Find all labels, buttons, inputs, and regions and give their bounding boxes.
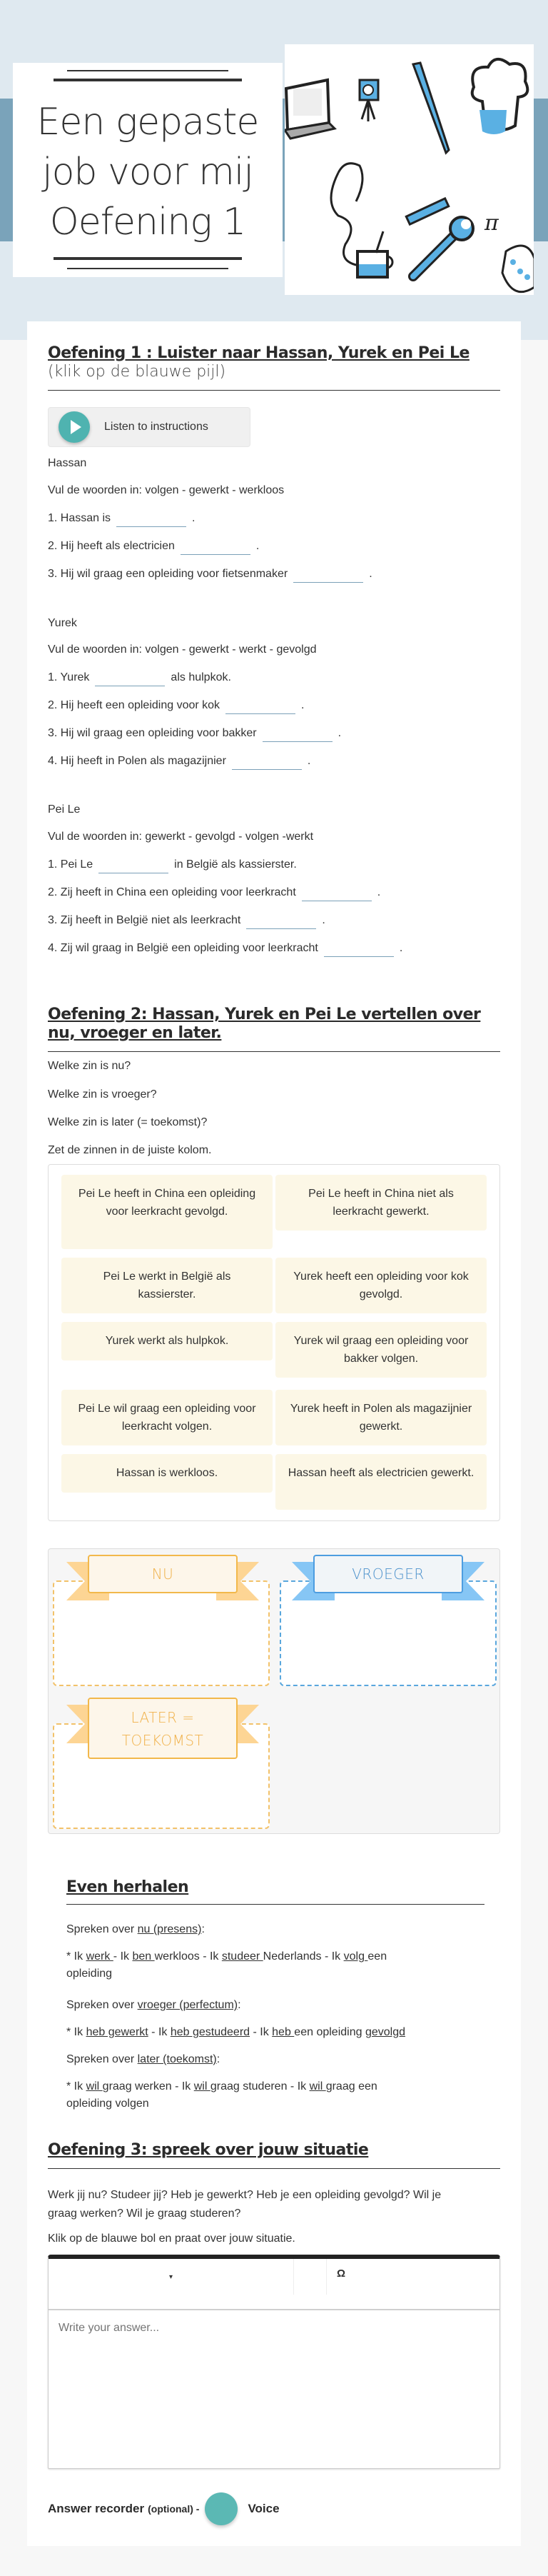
blank-input[interactable] [95,672,165,686]
drag-item[interactable]: Yurek wil graag een opleiding voor bakker volgen. [275,1322,487,1378]
sentence-text: 2. Hij heeft een opleiding voor kok [48,699,220,711]
exercise1-title [48,344,500,391]
question-line: graag werken? Wil je graag studeren? [48,2207,241,2220]
review-text: * Ik [66,2026,86,2038]
fill-sentence [48,941,402,957]
blank-input[interactable] [98,859,168,873]
drag-item[interactable]: Pei Le heeft in China een opleiding voor leerkracht gevolgd. [61,1175,273,1249]
answer-input[interactable] [49,2310,499,2467]
worksheet-card [27,321,521,2576]
review-line [66,2051,220,2068]
answer-editor [48,2255,500,2469]
review-text: * Ik [66,2080,86,2093]
sentence-end: . [307,755,311,767]
instruction: Klik op de blauwe bol en praat over jouw situatie. [48,2232,295,2245]
exercise3-title [48,2141,500,2169]
group-name: Pei Le [48,803,81,816]
review-text: : [216,2053,220,2065]
underlined-term: gevolgd [365,2026,405,2038]
review-text: graag studeren - Ik [210,2080,310,2093]
underlined-term: heb gewerkt [86,2026,148,2038]
listen-instructions-button[interactable] [48,407,250,447]
title-line: Oefening 1 [49,201,246,244]
review-text: werkloos - Ik [154,1950,222,1963]
special-char-button[interactable] [337,2267,345,2280]
drag-item[interactable]: Pei Le wil graag een opleiding voor leerkracht volgen. [61,1390,273,1445]
comb-icon [406,199,448,224]
play-icon[interactable] [59,411,90,443]
drag-item[interactable]: Yurek heeft in Polen als magazijnier gewerkt. [275,1390,487,1445]
divider [67,268,228,269]
toolbar-spacer [294,2259,327,2295]
blank-input[interactable] [181,541,250,555]
underlined-term: nu (presens) [137,1923,202,1935]
sentence-text: 1. Yurek [48,671,90,683]
sentence-text: 2. Hij heeft als electricien [48,540,175,552]
review-title [66,1878,484,1905]
fill-sentence [48,913,325,929]
fill-sentence [48,511,196,527]
laptop-icon [285,80,335,139]
exercise3-title-text: Oefening 3: spreek over jouw situatie [48,2141,369,2159]
review-text: * Ik [66,1950,86,1963]
sentence-text: 2. Zij heeft in China een opleiding voor leerkracht [48,886,296,898]
sentence-end: als hulpkok. [171,671,231,683]
fill-sentence [48,753,310,770]
exercise1-title-note: (klik op de blauwe pijl) [48,363,226,381]
drag-item[interactable]: Yurek heeft een opleiding voor kok gevolgd. [275,1258,487,1313]
pen-icon [413,63,449,153]
underlined-term: heb gestudeerd [170,2026,250,2038]
title-card [13,63,283,277]
sentence-end: in België als kassierster. [174,858,297,871]
divider [54,257,242,260]
underlined-term: later (toekomst) [137,2053,217,2065]
blank-input[interactable] [116,513,186,527]
exercise1-header [48,344,500,391]
drop-buckets [48,1548,500,1834]
review-text: graag een [325,2080,377,2093]
exercise1-title-bold: Oefening 1 : Luister naar Hassan, Yurek en Pei Le [48,344,470,362]
review-text: : [238,1999,241,2011]
sentence-text: 3. Hij wil graag een opleiding voor bakker [48,727,257,739]
sentence-text: 4. Hij heeft in Polen als magazijnier [48,755,226,767]
review-text: - Ik [113,1950,133,1963]
review-text: Nederlands - Ik [263,1950,344,1963]
blank-input[interactable] [263,728,333,742]
group-name: Yurek [48,617,77,629]
review-text: opleiding volgen [66,2098,149,2110]
group-name: Hassan [48,457,87,469]
title-line: Een gepaste [36,101,259,144]
underlined-term: ben [132,1950,155,1963]
exercise2-title [48,1006,500,1052]
review-text: : [201,1923,205,1935]
underlined-term: wil [86,2080,103,2093]
fill-sentence [48,670,231,686]
drag-items-box [48,1164,500,1521]
underlined-term: volg [343,1950,368,1963]
fill-sentence [48,885,380,901]
review-text: Spreken over [66,2053,138,2065]
review-text: Spreken over [66,1999,138,2011]
page-title [13,97,283,247]
question: Zet de zinnen in de juiste kolom. [48,1144,212,1156]
group-instruction: Vul de woorden in: gewerkt - gevolgd - volgen -werkt [48,831,314,843]
question: Welke zin is vroeger? [48,1088,157,1101]
sentence-end: . [369,568,372,580]
sentence-end: . [192,512,196,524]
format-dropdown[interactable] [49,2259,294,2295]
review-line [66,1997,241,2014]
job-tools-illustration [285,44,534,295]
review-text: opleiding [66,1968,113,1980]
blank-input[interactable] [293,568,363,583]
review-text: Spreken over [66,1923,138,1935]
answer-recorder [48,2492,280,2525]
underlined-term: wil [309,2080,326,2093]
sentence-text: 1. Hassan is [48,512,111,524]
divider [67,70,228,71]
fill-sentence [48,698,305,714]
underlined-term: wil [193,2080,210,2093]
blank-input[interactable] [246,915,316,929]
review-text: - Ik [148,2026,171,2038]
palette-icon [502,246,534,292]
chef-hat-icon [472,59,528,134]
chevron-down-icon: ▾ [168,2272,173,2281]
exercise2-header [48,1006,500,1052]
review-line [66,1948,387,1983]
bucket-label: NU [88,1555,238,1593]
pi-icon: π [484,211,499,236]
review-text: een [367,1950,387,1963]
record-button[interactable] [205,2492,238,2525]
bucket-label: VROEGER [313,1555,463,1593]
blank-input[interactable] [225,700,295,714]
question-line: Werk jij nu? Studeer jij? Heb je gewerkt? Heb je een opleiding gevolgd? Wil je [48,2189,442,2201]
camera-icon [360,80,378,121]
review-text: een opleiding [294,2026,365,2038]
drag-item[interactable]: Hassan heeft als electricien gewerkt. [275,1454,487,1510]
sentence-text: 4. Zij wil graag in België een opleiding voor leerkracht [48,942,318,954]
group-instruction: Vul de woorden in: volgen - gewerkt - werkloos [48,484,285,496]
sentence-end: . [377,886,381,898]
blank-input[interactable] [232,756,302,770]
omega-icon: Ω [337,2267,346,2280]
fill-sentence [48,566,372,583]
review-text: graag werken - Ik [102,2080,194,2093]
underlined-term: heb [272,2026,295,2038]
underlined-term: vroeger (perfectum) [137,1999,238,2011]
underlined-term: werk [86,1950,113,1963]
blank-input[interactable] [302,887,372,901]
recorder-label: Answer recorder [48,2502,145,2515]
sentence-text: 3. Zij heeft in België niet als leerkracht [48,914,241,926]
review-line [66,1921,205,1938]
sentence-text: 1. Pei Le [48,858,93,871]
review-text: - Ik [250,2026,273,2038]
question: Welke zin is later (= toekomst)? [48,1116,208,1128]
fill-sentence [48,538,259,555]
drag-item[interactable]: Hassan is werkloos. [61,1454,273,1493]
drag-item[interactable]: Pei Le heeft in China niet als leerkracht gewerkt. [275,1175,487,1231]
pot-icon [357,231,387,277]
review-title-text: Even herhalen [66,1878,189,1896]
illustration-icon [285,44,534,295]
underlined-term: studeer [221,1950,263,1963]
recorder-optional: (optional) - [148,2503,200,2515]
review-line [66,2078,377,2113]
divider [54,79,242,81]
exercise3-header [48,2141,500,2169]
listen-label: Listen to instructions [104,421,208,433]
editor-toolbar [49,2259,499,2310]
sentence-end: . [322,914,325,926]
fill-sentence [48,726,341,742]
sentence-text: 3. Hij wil graag een opleiding voor fietsenmaker [48,568,288,580]
fill-sentence [48,857,297,873]
bucket-label: LATER = TOEKOMST [88,1698,238,1759]
sentence-end: . [301,699,305,711]
page-header [0,0,548,340]
recorder-voice-label: Voice [248,2502,280,2515]
title-line: job voor mij [42,151,253,194]
review-line [66,2024,405,2041]
page-footer [0,2546,548,2576]
sentence-end: . [255,540,260,552]
group-instruction: Vul de woorden in: volgen - gewerkt - werkt - gevolgd [48,643,317,656]
exercise2-title-text: Oefening 2: Hassan, Yurek en Pei Le vertellen over nu, vroeger en later. [48,1006,481,1042]
wrench-icon [413,217,473,276]
question: Welke zin is nu? [48,1060,131,1072]
review-section [66,1878,484,1905]
drag-item[interactable]: Pei Le werkt in België als kassierster. [61,1258,273,1313]
drag-item[interactable]: Yurek werkt als hulpkok. [61,1322,273,1360]
blank-input[interactable] [324,943,394,957]
sentence-end: . [399,942,403,954]
sentence-end: . [338,727,342,739]
